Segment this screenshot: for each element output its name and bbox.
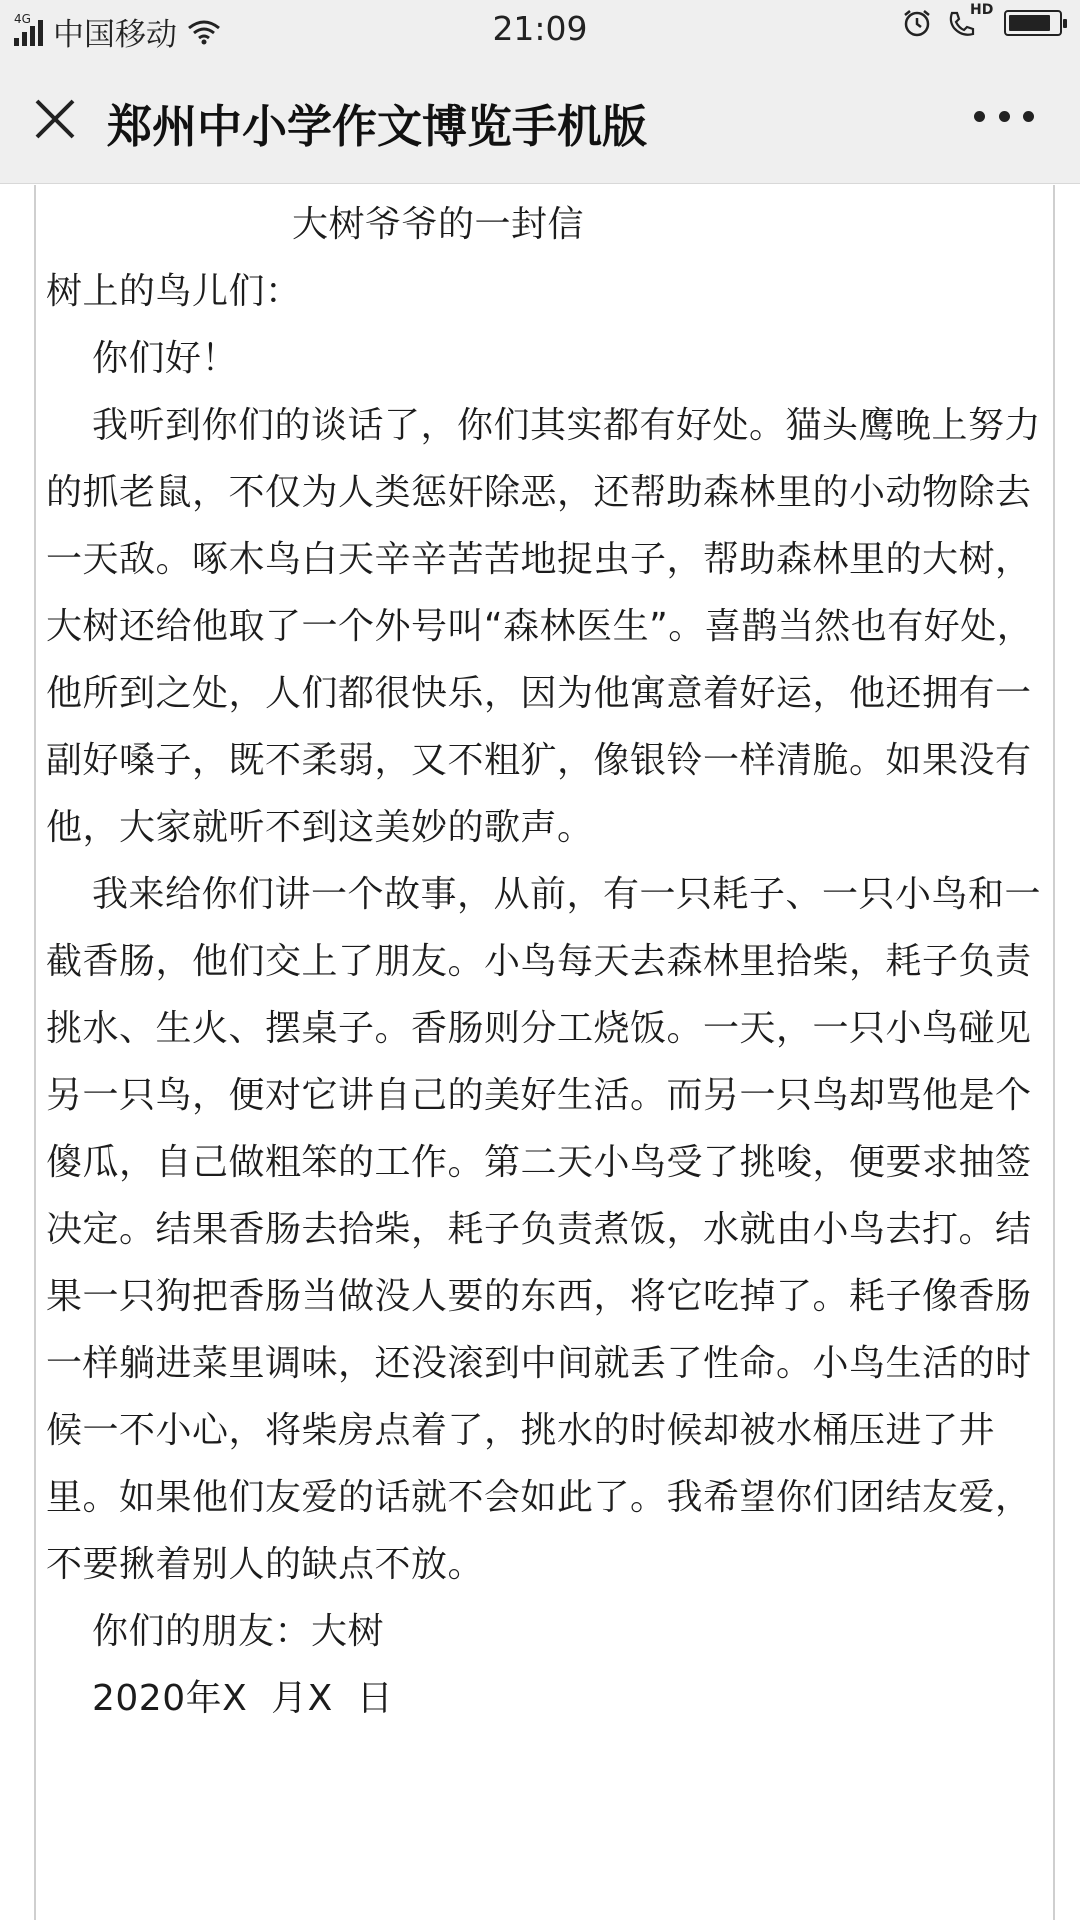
essay-paragraph-2: 我来给你们讲一个故事，从前，有一只耗子、一只小鸟和一截香肠，他们交上了朋友。小鸟每天去森林里拾柴，耗子负责挑水、生火、摆桌子。香肠则分工烧饭。一天，一只小鸟碰见另一只鸟，便对它讲自己的美好生活。而另一只鸟却骂他是个傻瓜，自己做粗笨的工作。第二天小鸟受了挑唆，便要求抽签决定。结果香肠去拾柴，耗子负责煮饭，水就由小鸟去打。结果一只狗把香肠当做没人要的东西，将它吃掉了。耗子像香肠一样躺进菜里调味，还没滚到中间就丢了性命。小鸟生活的时候一不小心，将柴房点着了，挑水的时候却被水桶压进了井里。如果他们友爱的话就不会如此了。我希望你们团结友爱，不要揪着别人的缺点不放。 xyxy=(46,874,1042,1585)
carrier-label: 中国移动 xyxy=(53,17,177,53)
network-type-label: 4G xyxy=(14,11,31,26)
close-icon xyxy=(30,94,80,144)
status-right xyxy=(902,2,1062,38)
status-bar xyxy=(0,0,1080,56)
title-bar xyxy=(0,56,1080,184)
battery-level-fill xyxy=(1009,15,1050,31)
close-button[interactable] xyxy=(30,94,80,144)
call-hd-icon xyxy=(946,2,994,38)
page-title: 郑州中小学作文博览手机版 xyxy=(107,100,648,153)
essay-salutation: 树上的鸟儿们： xyxy=(46,271,302,312)
clock: 21:09 xyxy=(492,9,588,48)
essay-body xyxy=(46,191,1046,1732)
essay-title: 大树爷爷的一封信 xyxy=(292,204,585,245)
essay-signature: 你们的朋友：大树 xyxy=(92,1611,385,1652)
hd-label: HD xyxy=(970,2,994,18)
essay-date: 2020年X 月X 日 xyxy=(92,1678,394,1719)
more-options-button[interactable] xyxy=(974,104,1034,128)
alarm-icon xyxy=(902,8,932,38)
article-content[interactable] xyxy=(34,185,1055,1920)
essay-paragraph-1: 我听到你们的谈话了，你们其实都有好处。猫头鹰晚上努力的抓老鼠，不仅为人类惩奸除恶，还帮助森林里的小动物除去一天敌。啄木鸟白天辛辛苦苦地捉虫子，帮助森林里的大树，大树还给他取了一个外号叫“森林医生”。喜鹊当然也有好处，他所到之处，人们都很快乐，因为他寓意着好运，他还拥有一副好嗓子，既不柔弱，又不粗犷，像银铃一样清脆。如果没有他，大家就听不到这美妙的歌声。 xyxy=(46,405,1042,848)
battery-icon xyxy=(1004,10,1062,36)
more-dots-icon xyxy=(974,111,985,122)
essay-greeting: 你们好！ xyxy=(92,338,239,379)
